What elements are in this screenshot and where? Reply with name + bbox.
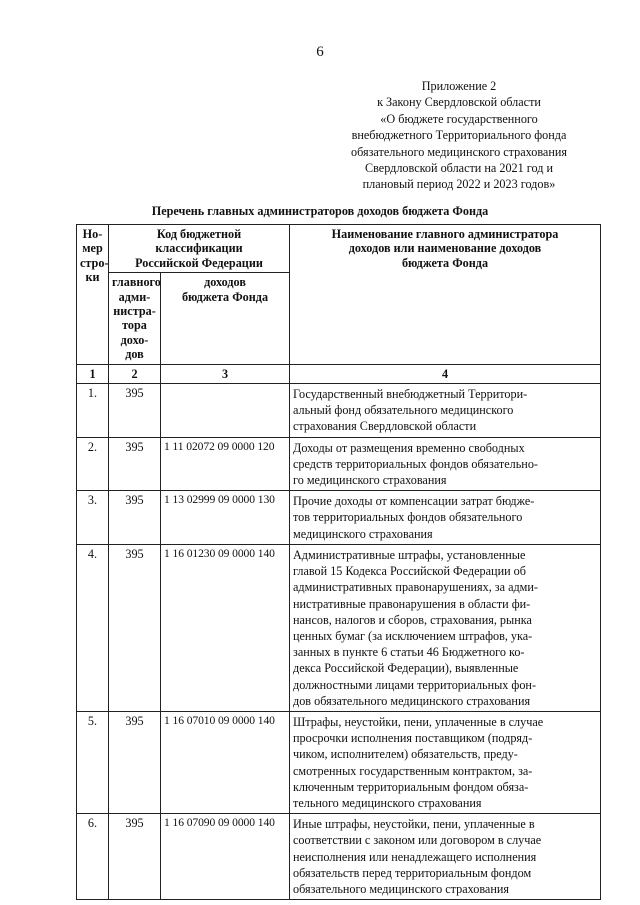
appendix-header [318,78,600,193]
header-text: стро- [80,255,109,270]
header-income-code [161,273,290,364]
income-name-cell [290,544,601,711]
income-name-line: Иные штрафы, неустойки, пени, уплаченные в [293,817,535,832]
income-name-line: дов обязательного медицинского страхования [293,693,531,708]
income-name-line: Прочие доходы от компенсации затрат бюдже- [293,494,535,509]
header-text: Но- [82,227,103,241]
table-row [77,437,601,491]
administrators-table [76,224,601,900]
appendix-line: Свердловской области на 2021 год и [365,161,553,176]
income-name-line: Государственный внебюджетный Территори- [293,387,528,402]
header-text: Код бюджетной классификации [155,227,243,256]
income-name-line: чиком, исполнителем) обязательств, преду- [293,747,518,762]
income-name-line: тов территориальных фондов обязательного [293,510,523,525]
appendix-line: обязательного медицинского страхования [351,144,567,159]
row-number-cell: 5. [77,711,109,813]
income-name-line: должностными лицами территориальных фон- [293,677,537,692]
header-text: доходов [204,275,246,290]
row-number-cell: 2. [77,437,109,491]
header-row-number [77,225,109,365]
administrator-code-cell: 395 [109,544,161,711]
administrator-code-cell: 395 [109,437,161,491]
income-name-cell [290,384,601,438]
appendix-line: к Закону Свердловской области [377,95,541,110]
table-header-row [77,225,601,273]
appendix-line: внебюджетного Территориального фонда [351,128,567,143]
page-number: 6 [316,44,324,60]
administrator-code-cell: 395 [109,711,161,813]
income-code-cell [161,384,290,438]
header-text: нистра- [113,304,156,319]
income-name-line: обязательств перед территориальным фондом [293,865,532,880]
income-name-line: соответствии с законом или договором в случае [293,833,542,848]
income-name-line: нансов, налогов и сборов, страхования, рынка [293,612,532,627]
income-name-line: го медицинского страхования [293,473,447,488]
header-administrator [109,273,161,364]
row-number-cell: 3. [77,491,109,545]
income-name-line: медицинского страхования [293,526,433,541]
administrator-code-cell: 395 [109,384,161,438]
column-number: 3 [161,364,290,383]
income-name-line: ключенным территориальным фондом обяза- [293,779,529,794]
header-name [290,225,601,365]
income-name-cell [290,814,601,900]
income-name-line: альный фонд обязательного медицинского [293,403,514,418]
income-name-line: тельного медицинского страхования [293,795,482,810]
header-classification-code [109,225,290,273]
income-name-line: ценных бумаг (за исключением штрафов, ука- [293,628,533,643]
income-name-line: неисполнения или ненадлежащего исполнения [293,849,537,864]
income-name-cell [290,711,601,813]
table-row [77,384,601,438]
column-number: 1 [77,364,109,383]
appendix-line: «О бюджете государственного [380,111,538,126]
income-name-line: Административные штрафы, установленные [293,547,526,562]
header-text: ки [85,270,100,285]
income-code-cell: 1 11 02072 09 0000 120 [161,437,290,491]
income-code-cell: 1 13 02999 09 0000 130 [161,491,290,545]
table-row [77,711,601,813]
income-name-line: главой 15 Кодекса Российской Федерации об [293,564,526,579]
table-row [77,544,601,711]
income-name-line: Штрафы, неустойки, пени, уплаченные в случае [293,714,544,729]
header-text: Российской Федерации [135,255,263,270]
header-text: Наименование главного администратора [331,227,559,241]
table-body [77,384,601,900]
appendix-line: Приложение 2 [421,79,497,93]
income-name-cell [290,437,601,491]
column-number: 4 [290,364,601,383]
table-row [77,814,601,900]
income-name-line: обязательного медицинского страхования [293,881,509,896]
administrator-code-cell: 395 [109,814,161,900]
row-number-cell: 4. [77,544,109,711]
header-text: главного [112,275,161,290]
income-name-line: просрочки исполнения поставщиком (подряд- [293,731,533,746]
income-name-line: средств территориальных фондов обязательно- [293,456,538,471]
header-text: бюджета Фонда [181,289,269,304]
income-code-cell: 1 16 07090 09 0000 140 [161,814,290,900]
income-name-cell [290,491,601,545]
income-code-cell: 1 16 01230 09 0000 140 [161,544,290,711]
table-row [77,491,601,545]
header-text: мер [82,241,103,256]
header-text: дов [125,347,144,362]
column-number: 2 [109,364,161,383]
income-name-line: административных правонарушениях, за адми- [293,580,538,595]
header-text: адми- [118,289,151,304]
column-number-row [77,364,601,383]
header-text: бюджета Фонда [401,255,489,270]
appendix-line: плановый период 2022 и 2023 годов» [362,177,556,192]
header-text: доходов или наименование доходов [348,241,542,256]
row-number-cell: 6. [77,814,109,900]
income-code-cell: 1 16 07010 09 0000 140 [161,711,290,813]
administrator-code-cell: 395 [109,491,161,545]
income-name-line: страхования Свердловской области [293,419,477,434]
income-name-line: декса Российской Федерации), выявленные [293,661,519,676]
income-name-line: занных в пункте 6 статьи 46 Бюджетного ко- [293,645,525,660]
income-name-line: смотренных государственным контрактом, за- [293,763,533,778]
row-number-cell: 1. [77,384,109,438]
document-title: Перечень главных администраторов доходов бюджета Фонда [151,204,489,218]
header-text: тора дохо- [120,318,149,347]
income-name-line: Доходы от размещения временно свободных [293,440,525,455]
income-name-line: нистративные правонарушения в области фи- [293,596,531,611]
